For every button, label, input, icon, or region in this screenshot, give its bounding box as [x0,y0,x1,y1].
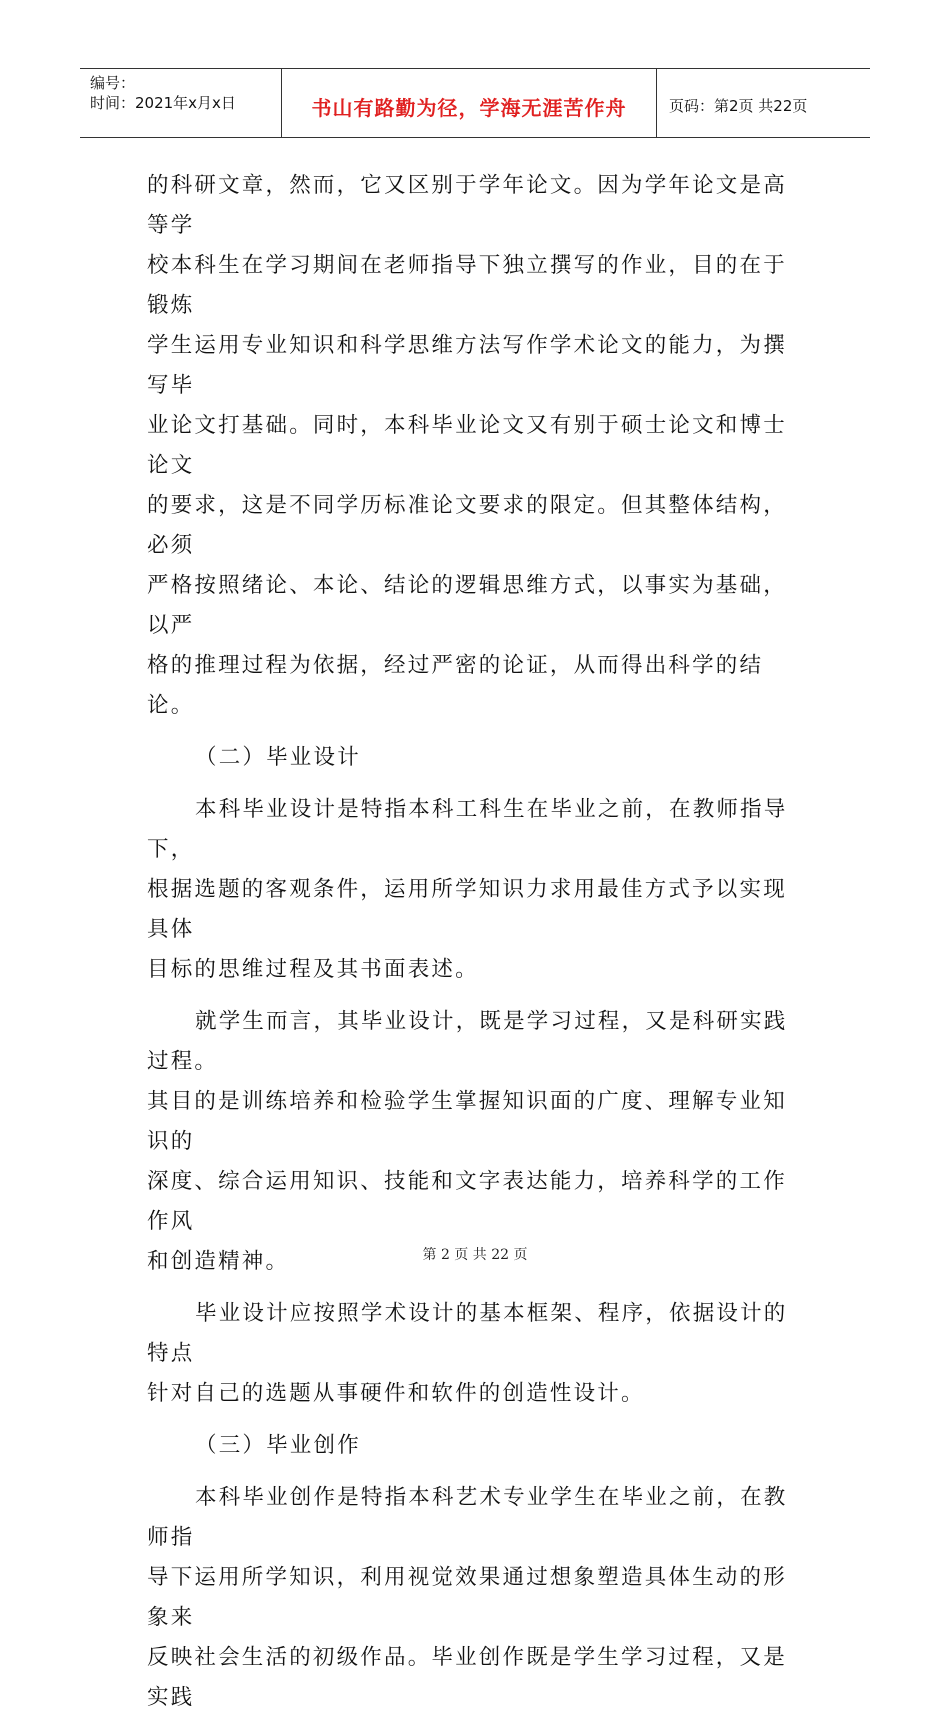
text-line: 毕业设计应按照学术设计的基本框架、程序，依据设计的特点 [147,1301,788,1366]
motto: 书山有路勤为径，学海无涯苦作舟 [311,95,627,120]
section-heading: （二）毕业设计 [195,745,361,770]
text-line: 深度、综合运用知识、技能和文字表达能力，培养科学的工作作风 [147,1169,787,1234]
text-line: 业论文打基础。同时，本科毕业论文又有别于硕士论文和博士论文 [147,413,787,478]
text-line: 和创造精神。 [147,1249,290,1274]
text-line: 就学生而言，其毕业设计，既是学习过程，又是科研实践过程。 [147,1009,788,1074]
header-page-info-cell [657,69,870,137]
paragraph [147,1294,807,1414]
text-line: 导下运用所学知识，利用视觉效果通过想象塑造具体生动的形象来 [147,1565,787,1630]
paragraph [147,1002,807,1282]
text-line: 反映社会生活的初级作品。毕业创作既是学生学习过程，又是实践 [147,1645,787,1710]
text-line: 的要求，这是不同学历标准论文要求的限定。但其整体结构，必须 [147,493,787,558]
page-header [80,68,870,138]
text-line: 针对自己的选题从事硬件和软件的创造性设计。 [147,1381,645,1406]
text-line: 的科研文章，然而，它又区别于学年论文。因为学年论文是高等学 [147,173,787,238]
text-line: 目标的思维过程及其书面表述。 [147,957,479,982]
text-line: 本科毕业创作是特指本科艺术专业学生在毕业之前，在教师指 [147,1485,788,1550]
page-info: 页码：第2页 共22页 [669,96,808,115]
text-line: 校本科生在学习期间在老师指导下独立撰写的作业，目的在于锻炼 [147,253,787,318]
paragraph [147,1478,807,1718]
text-line: 学生运用专业知识和科学思维方法写作学术论文的能力，为撰写毕 [147,333,787,398]
text-line: 格的推理过程为依据，经过严密的论证，从而得出科学的结论。 [147,653,764,718]
paragraph [147,166,807,726]
paragraph [147,790,807,990]
header-meta [80,69,282,137]
time-label: 时间：2021年x月x日 [90,94,236,112]
header-motto-cell [282,69,657,137]
document-body [147,166,807,1718]
page-footer: 第 2 页 共 22 页 [422,1247,528,1263]
section-heading: （三）毕业创作 [195,1433,361,1458]
number-label: 编号： [90,74,136,92]
text-line: 根据选题的客观条件，运用所学知识力求用最佳方式予以实现具体 [147,877,787,942]
text-line: 本科毕业设计是特指本科工科生在毕业之前，在教师指导下， [147,797,788,862]
text-line: 其目的是训练培养和检验学生掌握知识面的广度、理解专业知识的 [147,1089,787,1154]
text-line: 严格按照绪论、本论、结论的逻辑思维方式，以事实为基础，以严 [147,573,787,638]
